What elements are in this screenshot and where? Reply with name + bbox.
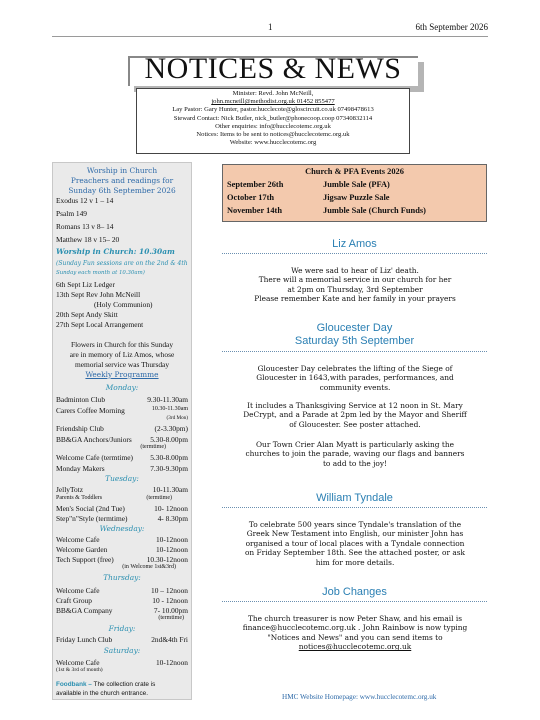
event-date: November 14th <box>227 206 282 215</box>
events-title: Church & PFA Events 2026 <box>305 167 404 176</box>
day-saturday: Saturday: <box>103 646 141 655</box>
event-date: September 26th <box>227 180 284 189</box>
preacher-entry: 13th Sept Rev John McNeill <box>56 290 141 299</box>
job-changes-heading: Job Changes <box>322 586 387 598</box>
event-name: Jigsaw Puzzle Sale <box>323 193 390 202</box>
liz-amos-heading: Liz Amos <box>332 238 377 250</box>
contact-other-enquiries: Other enquiries: info@hucclecotemc.org.uk <box>215 122 331 130</box>
tyndale-text: To celebrate 500 years since Tyndale's translation of the Greek New Testament into English, our minister John has organised a tour of local places with a Tyndale connection on Friday September 18th. See the attached poster, or ask him for more details. <box>244 520 466 567</box>
foodbank-note: available in the church entrance. <box>56 690 149 697</box>
foodbank-note: Foodbank – The collection crate is <box>56 681 156 688</box>
programme-item: Men's Social (2nd Tue) 10- 12noon <box>56 504 188 513</box>
programme-item: Carers Coffee Morning 10.30-11.30am <box>56 406 188 415</box>
reading: Exodus 12 v 1 – 14 <box>56 196 114 205</box>
contact-steward: Steward Contact: Nick Butler, nick_butler@phonecoop.coop 07340832114 <box>173 114 373 122</box>
issue-date: 6th September 2026 <box>415 22 488 32</box>
programme-item: Welcome Cafe 10-12noon <box>56 535 188 544</box>
reading: Matthew 18 v 15– 20 <box>56 235 120 244</box>
programme-item: Welcome Cafe 10-12noon <box>56 658 188 667</box>
contact-lay-pastor: Lay Pastor: Gary Hunter, pastor.hucclecote@gloscircuit.co.uk 07498478613 <box>172 106 374 114</box>
gloucester-text: Gloucester Day celebrates the lifting of the Siege of Gloucester in 1643,with parades, performances, and community events. <box>256 364 454 392</box>
programme-item: Step"n"Style (termtime) 4- 8.30pm <box>56 514 188 523</box>
section-divider <box>222 253 487 254</box>
sunday-fun-note-2: Sunday each month at 10.30am) <box>56 270 145 276</box>
preacher-entry: 6th Sept Liz Ledger <box>56 280 115 289</box>
flowers-note: memorial service was Thursday <box>74 360 170 369</box>
contact-box <box>136 88 410 154</box>
programme-item: Welcome Cafe 10 – 12noon <box>56 586 188 595</box>
day-friday: Friday: <box>108 624 136 633</box>
day-tuesday: Tuesday: <box>105 474 139 483</box>
event-date: October 17th <box>227 193 275 202</box>
job-changes-text: The church treasurer is now Peter Shaw, and his email is finance@hucclecotemc.org.uk . John Rainbow is now typing "Notices and News" and you can send items to notices@hucclecotemc.org.uk <box>226 614 484 652</box>
gloucester-subheading: Saturday 5th September <box>294 335 415 347</box>
preacher-entry: 20th Sept Andy Skitt <box>56 310 118 319</box>
programme-item: (1st & 3rd of month) <box>56 667 103 673</box>
gloucester-text: Our Town Crier Alan Myatt is particularly asking the churches to join the parade, waving our flags and banners to add to the joy! <box>245 440 465 468</box>
day-wednesday: Wednesday: <box>99 524 145 533</box>
programme-item: BB&GA Company 7- 10.00pm <box>56 606 188 615</box>
event-name: Jumble Sale (Church Funds) <box>323 206 426 215</box>
programme-item: Welcome Garden 10-12noon <box>56 545 188 554</box>
contact-minister-email[interactable]: john.mcneill@methodist.org.uk 01452 855477 <box>211 98 335 106</box>
header-divider <box>52 36 488 37</box>
page-title: NOTICES & NEWS <box>144 52 402 85</box>
sunday-fun-note-1: (Sunday Fun sessions are on the 2nd & 4th <box>56 260 188 267</box>
programme-item: JellyTotz 10-11.30am <box>56 485 188 494</box>
contact-notices: Notices: Items to be sent to notices@hucclecotemc.org.uk <box>196 131 350 139</box>
gloucester-text: It includes a Thanksgiving Service at 12 noon in St. Mary DeCrypt, and a Parade at 2pm led by the Mayor and Sheriff of Gloucester. See poster attached. <box>243 401 467 429</box>
programme-item: Friendship Club (2-3.30pm) <box>56 424 188 433</box>
preacher-entry: 27th Sept Local Arrangement <box>56 320 144 329</box>
weekly-programme-title: Weekly Programme <box>85 370 159 379</box>
event-name: Jumble Sale (PFA) <box>323 180 390 189</box>
reading: Psalm 149 <box>56 209 88 218</box>
worship-time: Worship in Church: 10.30am <box>56 247 175 256</box>
programme-item: BB&GA Anchors/Juniors 5.30-8.00pm <box>56 435 188 444</box>
footer-website[interactable]: HMC Website Homepage: www.hucclecotemc.org.uk <box>282 693 437 701</box>
programme-item: Friday Lunch Club 2nd&4th Fri <box>56 635 188 644</box>
notices-email-link[interactable]: notices@hucclecotemc.org.uk <box>298 642 412 652</box>
section-divider <box>222 601 487 602</box>
preacher-entry: (Holy Communion) <box>94 300 153 309</box>
contact-website[interactable]: Website: www.hucclecotemc.org <box>229 139 317 147</box>
day-monday: Monday: <box>105 383 139 392</box>
programme-item: Parents & Toddlers (termtime) <box>56 495 172 501</box>
section-divider <box>222 507 487 508</box>
tyndale-heading: William Tyndale <box>316 492 393 504</box>
preachers-heading-1: Preachers and readings for <box>70 176 174 185</box>
section-divider <box>222 351 487 352</box>
flowers-note: Flowers in Church for this Sunday <box>70 340 174 349</box>
flowers-note: are in memory of Liz Amos, whose <box>69 350 175 359</box>
programme-item: Craft Group 10 - 12noon <box>56 596 188 605</box>
gloucester-heading: Gloucester Day <box>316 322 393 334</box>
liz-amos-text: We were sad to hear of Liz' death. There will a memorial service in our church for her at 2pm on Thursday, 3rd September Please remember Kate and her family in your prayers <box>254 266 456 304</box>
contact-minister: Minister: Revd. John McNeill, <box>232 90 314 97</box>
worship-title: Worship in Church <box>86 166 158 175</box>
programme-item: Tech Support (free) 10.30-12noon <box>56 555 188 564</box>
programme-item: Badminton Club 9.30-11.30am <box>56 395 188 404</box>
day-thursday: Thursday: <box>103 573 141 582</box>
page-number: 1 <box>268 22 273 32</box>
events-box <box>222 164 487 222</box>
reading: Romans 13 v 8– 14 <box>56 222 114 231</box>
programme-item: Welcome Cafe (termtime) 5.30-8.00pm <box>56 453 188 462</box>
preachers-heading-2: Sunday 6th September 2026 <box>68 186 176 195</box>
programme-item: Monday Makers 7.30-9.30pm <box>56 464 188 473</box>
